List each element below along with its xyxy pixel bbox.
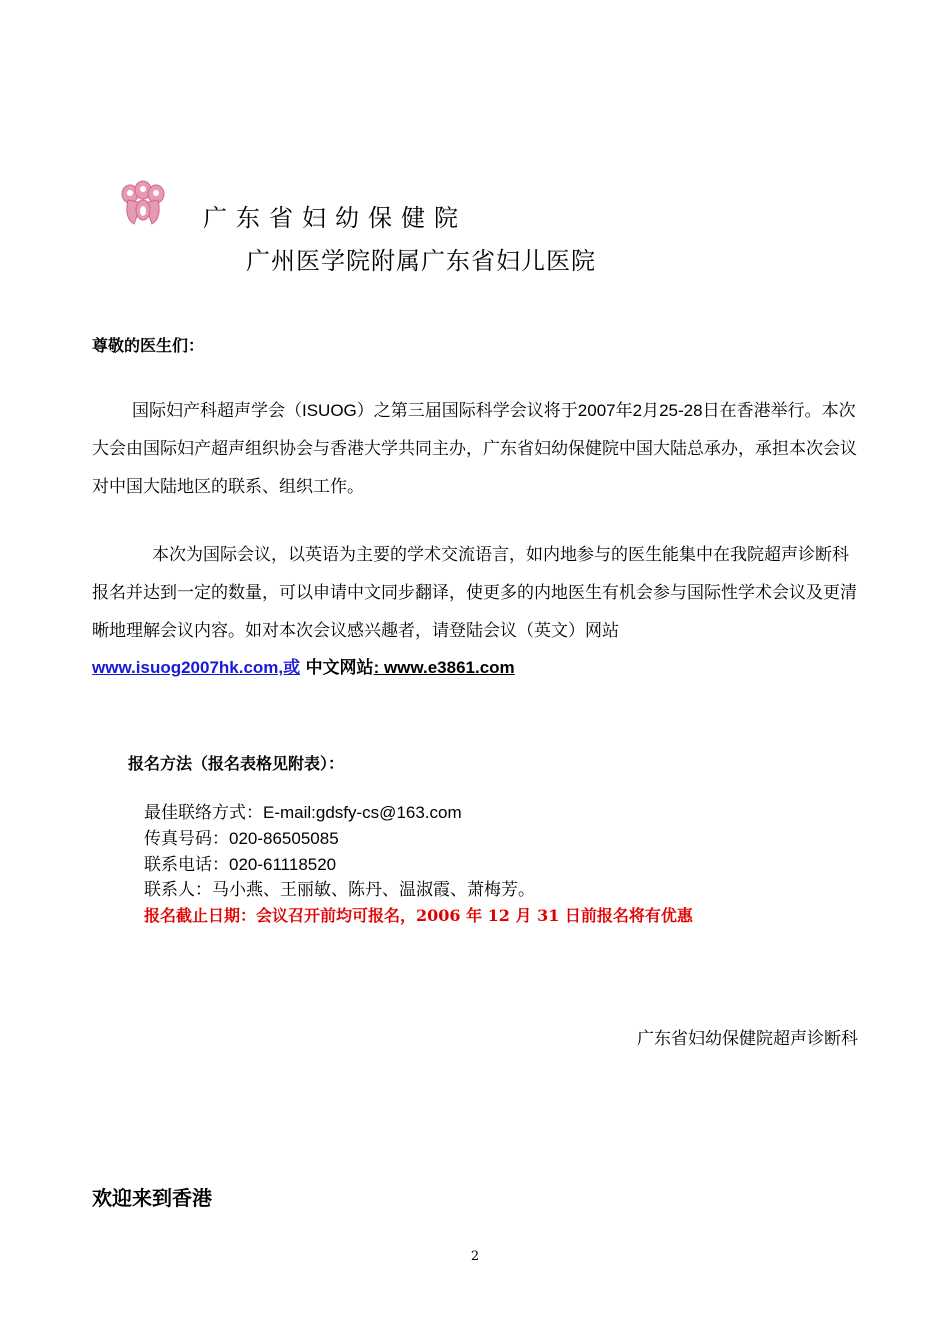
page-number: 2 (470, 1249, 480, 1264)
signature: 广东省妇幼保健院超声诊断科 (637, 1029, 858, 1049)
chinese-site-label: 中文网站 (305, 658, 374, 678)
deadline-notice: 报名截止日期：会议召开前均可报名，2006 年 12 月 31 日前报名将有优惠 (144, 906, 693, 925)
website-links (92, 652, 515, 684)
hospital-logo (118, 180, 168, 228)
paragraph-language: 本次为国际会议，以英语为主要的学术交流语言，如内地参与的医生能集中在我院超声诊断科报名并达到一定的数量，可以申请中文同步翻译，使更多的内地医生有机会参与国际性学术会议及更清晰地理解会议内容。如对本次会议感兴趣者，请登陆会议（英文）网站 (92, 545, 857, 641)
english-site-link[interactable]: www.isuog2007hk.com,或 (92, 658, 301, 677)
paragraph-intro: 国际妇产科超声学会（ISUOG）之第三届国际科学会议将于2007年2月25-28日在香港举行。本次大会由国际妇产超声组织协会与香港大学共同主办，广东省妇幼保健院中国大陆总承办，承担本次会议对中国大陆地区的联系、组织工作。 (92, 401, 857, 497)
greeting: 尊敬的医生们： (92, 336, 205, 355)
email-value[interactable]: E-mail:gdsfy-cs@163.com (263, 803, 462, 822)
welcome-heading: 欢迎来到香港 (92, 1186, 212, 1210)
contacts-line: 联系人：马小燕、王丽敏、陈丹、温淑霞、萧梅芳。 (144, 880, 535, 900)
hospital-subtitle: 广州医学院附属广东省妇儿医院 (246, 247, 596, 275)
hospital-name: 广东省妇幼保健院 (203, 204, 467, 232)
phone-line: 联系电话：020-61118520 (144, 855, 337, 875)
chinese-site-link[interactable]: : www.e3861.com (373, 658, 515, 677)
email-line: 最佳联络方式：E-mail:gdsfy-cs@163.com (144, 803, 462, 823)
fax-line: 传真号码：020-86505085 (144, 829, 339, 849)
contact-block (144, 800, 693, 928)
registration-heading: 报名方法（报名表格见附表）： (128, 754, 345, 773)
